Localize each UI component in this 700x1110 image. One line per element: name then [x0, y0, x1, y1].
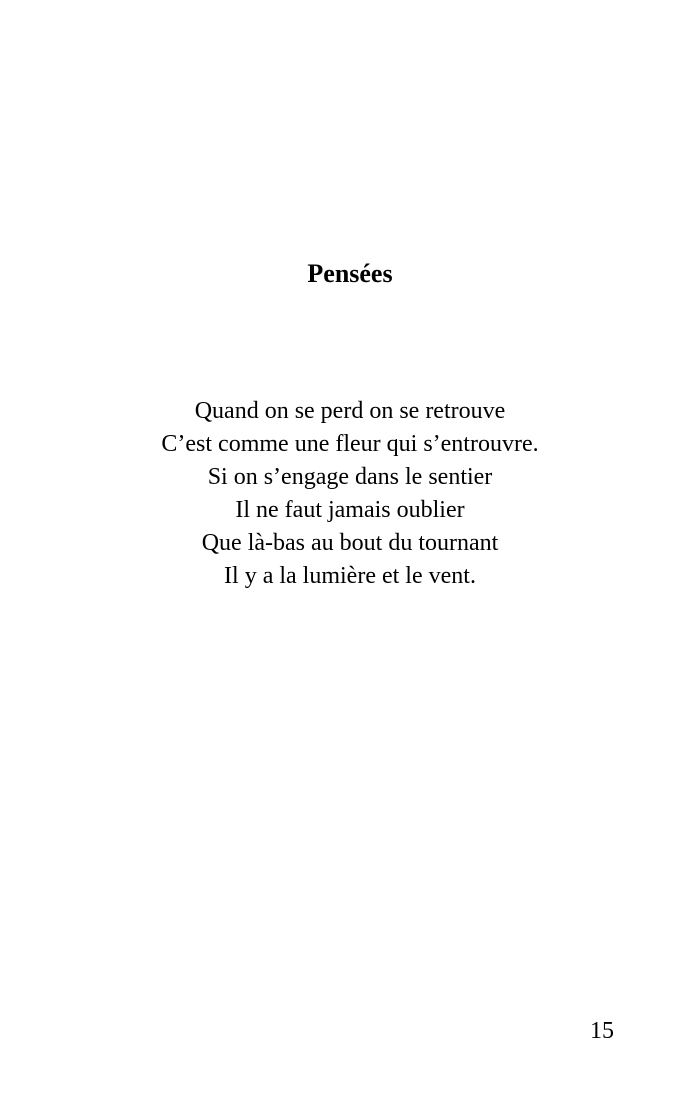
poem-title: Pensées [307, 259, 393, 288]
poem-line: Il ne faut jamais oublier [235, 497, 465, 523]
poem-stanza [0, 395, 700, 593]
poem-line: Que là-bas au bout du tournant [201, 530, 499, 556]
poem-line: Il y a la lumière et le vent. [224, 563, 476, 589]
poem-line: C’est comme une fleur qui s’entrouvre. [161, 431, 539, 457]
poem-line: Si on s’engage dans le sentier [207, 464, 493, 490]
poem-line: Quand on se perd on se retrouve [194, 398, 506, 424]
page-number: 15 [590, 1018, 614, 1044]
